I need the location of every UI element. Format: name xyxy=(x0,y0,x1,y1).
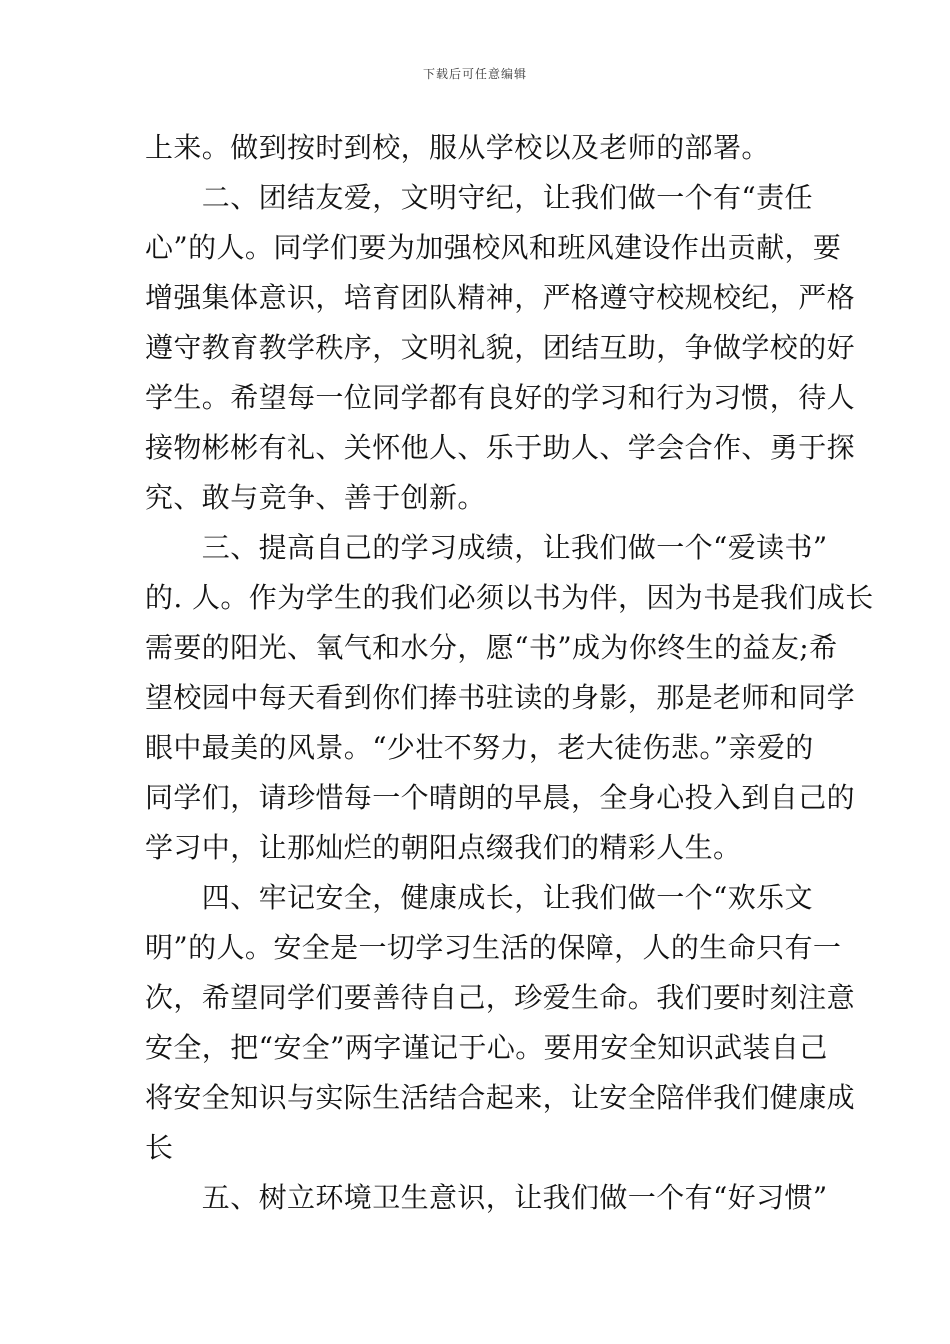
text-line: 增强集体意识，培育团队精神，严格遵守校规校纪，严格 xyxy=(145,281,856,314)
text-line: 需要的阳光、氧气和水分，愿“书”成为你终生的益友;希 xyxy=(145,631,838,664)
text-line: 接物彬彬有礼、关怀他人、乐于助人、学会合作、勇于探 xyxy=(145,431,856,464)
text-line: 长 xyxy=(145,1131,174,1164)
text-line: 望校园中每天看到你们捧书驻读的身影，那是老师和同学 xyxy=(145,681,856,714)
text-line: 究、敢与竞争、善于创新。 xyxy=(145,481,486,514)
text-line: 安全，把“安全”两字谨记于心。要用安全知识武装自己 xyxy=(145,1031,828,1064)
text-line: 的. 人。作为学生的我们必须以书为伴，因为书是我们成长 xyxy=(145,581,874,614)
text-line: 二、团结友爱，文明守纪，让我们做一个有“责任 xyxy=(145,181,813,214)
text-line: 眼中最美的风景。“少壮不努力，老大徒伤悲。”亲爱的 xyxy=(145,731,814,764)
text-line: 心”的人。同学们要为加强校风和班风建设作出贡献，要 xyxy=(145,231,842,264)
page-header: 下载后可任意编辑 xyxy=(422,67,527,81)
text-line: 同学们，请珍惜每一个晴朗的早晨，全身心投入到自己的 xyxy=(145,781,856,814)
text-line: 学习中，让那灿烂的朝阳点缀我们的精彩人生。 xyxy=(145,831,742,864)
text-line: 遵守教育教学秩序，文明礼貌，团结互助，争做学校的好 xyxy=(145,331,856,364)
text-line: 明”的人。安全是一切学习生活的保障，人的生命只有一 xyxy=(145,931,842,964)
text-line: 三、提高自己的学习成绩，让我们做一个“爱读书” xyxy=(145,531,828,564)
text-line: 将安全知识与实际生活结合起来，让安全陪伴我们健康成 xyxy=(145,1081,856,1114)
text-line: 五、树立环境卫生意识，让我们做一个有“好习惯” xyxy=(145,1181,828,1214)
text-line: 学生。希望每一位同学都有良好的学习和行为习惯，待人 xyxy=(145,381,856,414)
text-line: 次，希望同学们要善待自己，珍爱生命。我们要时刻注意 xyxy=(145,981,856,1014)
text-line: 四、牢记安全，健康成长，让我们做一个“欢乐文 xyxy=(145,881,813,914)
text-line: 上来。做到按时到校，服从学校以及老师的部署。 xyxy=(145,131,770,164)
